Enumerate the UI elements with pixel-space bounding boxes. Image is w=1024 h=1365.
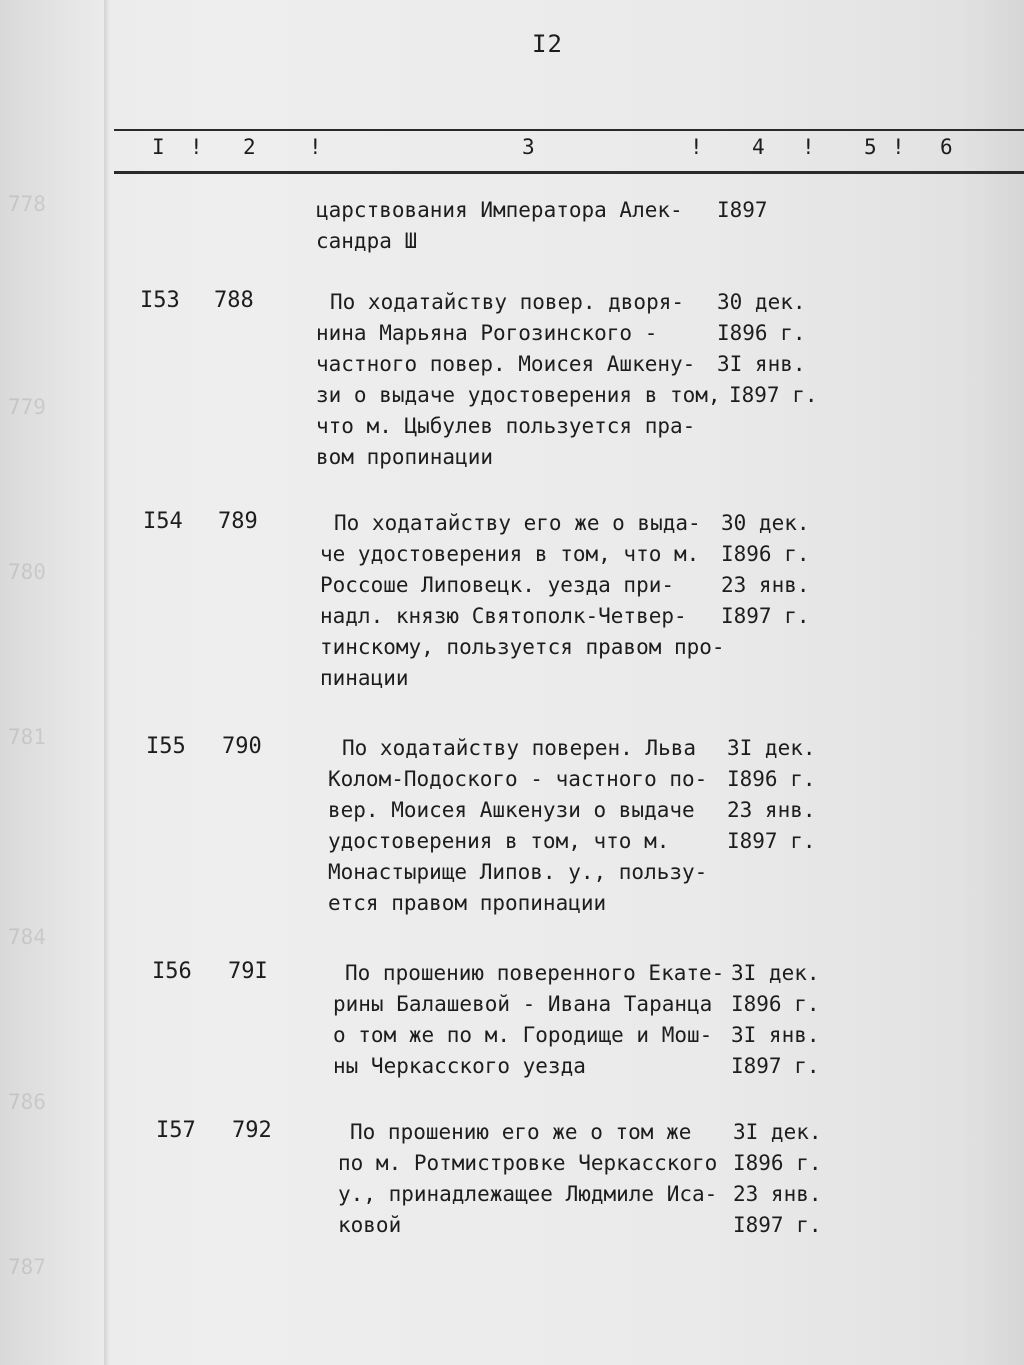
entry-reference: 790: [222, 734, 262, 759]
table-header-row: [0, 130, 1024, 170]
description-line: удостоверения в том, что м.: [328, 829, 670, 853]
page-number: I2: [532, 30, 563, 58]
entry-description: [333, 958, 733, 1082]
entry-dates: [733, 1117, 843, 1241]
date-line: I896 г.: [721, 542, 810, 566]
description-line: тинскому, пользуется правом про-: [320, 635, 725, 659]
entry-reference: 792: [232, 1118, 272, 1143]
date-line: 3I янв.: [731, 1023, 820, 1047]
bleed-through-mark: 779: [8, 395, 46, 419]
entry-dates: [721, 508, 831, 632]
date-line: I897: [717, 198, 768, 222]
entry-description: [338, 1117, 738, 1241]
header-separator: !: [190, 135, 203, 159]
description-line: вом пропинации: [316, 445, 494, 469]
date-line: I897 г.: [731, 1054, 820, 1078]
entry-description: [316, 195, 716, 257]
entry-dates: [717, 287, 827, 411]
page-fold-shadow: [104, 0, 110, 1365]
date-line: I896 г.: [733, 1151, 822, 1175]
description-line: у., принадлежащее Людмиле Иса-: [338, 1182, 718, 1206]
description-line: надл. князю Святополк-Четвер-: [320, 604, 687, 628]
header-separator: !: [690, 135, 703, 159]
header-col-5: 5: [864, 135, 877, 159]
bleed-through-mark: 778: [8, 192, 46, 216]
date-line: I896 г.: [717, 321, 806, 345]
description-line: рины Балашевой - Ивана Таранца: [333, 992, 713, 1016]
bleed-through-mark: 786: [8, 1090, 46, 1114]
header-col-6: 6: [940, 135, 953, 159]
date-line: 30 дек.: [717, 290, 806, 314]
date-line: 3I дек.: [727, 736, 816, 760]
header-separator: !: [802, 135, 815, 159]
description-line: частного повер. Моисея Ашкену-: [316, 352, 696, 376]
entry-dates: [731, 958, 841, 1082]
date-line: I897 г.: [727, 829, 816, 853]
bleed-through-mark: 781: [8, 725, 46, 749]
date-line: I897 г.: [721, 604, 810, 628]
header-col-3: 3: [522, 135, 535, 159]
date-line: 3I янв.: [717, 352, 806, 376]
bleed-through-mark: 787: [8, 1255, 46, 1279]
description-line: по м. Ротмистровке Черкасского: [338, 1151, 718, 1175]
entry-reference: 79I: [228, 959, 268, 984]
description-line: Колом-Подоского - частного по-: [328, 767, 708, 791]
entry-reference: 789: [218, 509, 258, 534]
date-line: 30 дек.: [721, 511, 810, 535]
description-line: ется правом пропинации: [328, 891, 607, 915]
header-col-4: 4: [752, 135, 765, 159]
date-line: 23 янв.: [727, 798, 816, 822]
entry-description: [316, 287, 721, 473]
description-line: о том же по м. Городище и Мош-: [333, 1023, 713, 1047]
description-line: Монастырище Липов. у., пользу-: [328, 860, 708, 884]
description-line: ны Черкасского уезда: [333, 1054, 586, 1078]
description-line: пинации: [320, 666, 409, 690]
description-line: Россоше Липовецк. уезда при-: [320, 573, 675, 597]
description-line: че удостоверения в том, что м.: [320, 542, 700, 566]
description-line: По ходатайству повер. дворя-: [330, 290, 685, 314]
bleed-through-mark: 784: [8, 925, 46, 949]
description-line: По прошению поверенного Екате-: [345, 961, 725, 985]
date-line: I897 г.: [729, 383, 818, 407]
entry-dates: [717, 195, 827, 226]
entry-number: I55: [146, 734, 186, 759]
entry-number: I53: [140, 288, 180, 313]
date-line: I896 г.: [727, 767, 816, 791]
entry-description: [328, 733, 728, 919]
entry-reference: 788: [214, 288, 254, 313]
date-line: I896 г.: [731, 992, 820, 1016]
description-line: нина Марьяна Рогозинского -: [316, 321, 658, 345]
description-line: царствования Императора Алек-: [316, 198, 683, 222]
description-line: вер. Моисея Ашкенузи о выдаче: [328, 798, 695, 822]
description-line: что м. Цыбулев пользуется пра-: [316, 414, 696, 438]
description-line: ковой: [338, 1213, 402, 1237]
date-line: 23 янв.: [733, 1182, 822, 1206]
entry-number: I56: [152, 959, 192, 984]
table-header-bottom-rule: [114, 171, 1024, 174]
bleed-through-mark: 780: [8, 560, 46, 584]
date-line: 3I дек.: [733, 1120, 822, 1144]
header-col-1: I: [152, 135, 165, 159]
entry-number: I54: [143, 509, 183, 534]
description-line: зи о выдаче удостоверения в том,: [316, 383, 721, 407]
header-separator: !: [892, 135, 905, 159]
date-line: 23 янв.: [721, 573, 810, 597]
entry-dates: [727, 733, 837, 857]
description-line: По прошению его же о том же: [350, 1120, 692, 1144]
date-line: 3I дек.: [731, 961, 820, 985]
date-line: I897 г.: [733, 1213, 822, 1237]
description-line: сандра Ш: [316, 229, 418, 253]
entry-number: I57: [156, 1118, 196, 1143]
header-separator: !: [309, 135, 322, 159]
description-line: По ходатайству его же о выда-: [334, 511, 701, 535]
entry-description: [320, 508, 725, 694]
description-line: По ходатайству поверен. Льва: [342, 736, 697, 760]
header-col-2: 2: [243, 135, 256, 159]
